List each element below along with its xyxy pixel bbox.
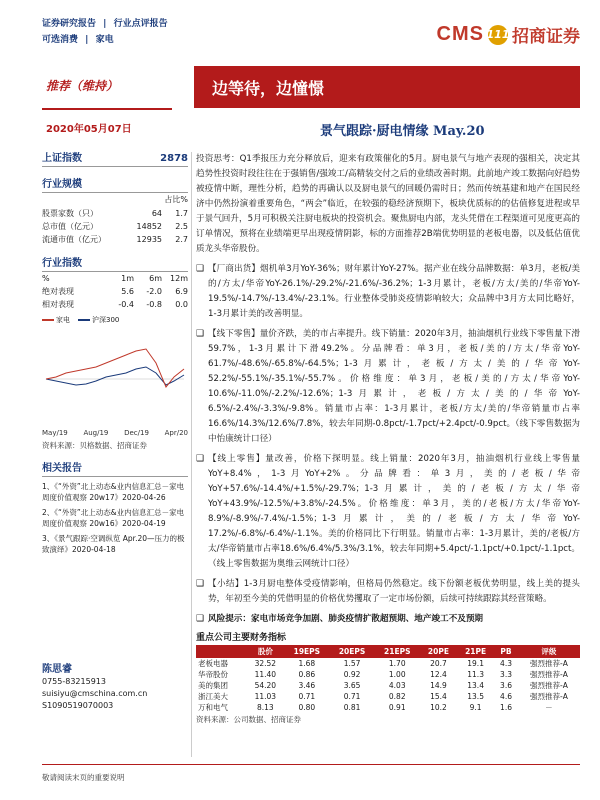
table-cell: 11.3 [467,670,484,679]
table-cell: 4.6 [500,692,512,701]
table-cell: 强烈推荐-A [530,670,568,679]
table-body [196,658,580,713]
index-row [42,152,188,167]
related-report-1[interactable]: 1、《“外资”北上动态&业内信息汇总－家电周度价值观察 20w17》2020-04-26 [42,482,185,502]
sidebar [42,152,188,555]
headline: 边等待，边憧憬 [212,79,325,98]
table-cell: 1.68 [298,659,316,668]
legend-item-sector: 家电 [42,315,70,325]
table-cell: 0.86 [298,670,316,679]
table-cell: 3.65 [343,681,361,690]
table-cell: － [545,703,553,712]
table-cell: 1.00 [388,670,406,679]
table-cell: 11.40 [254,670,277,679]
perf-table [42,272,188,311]
table-header-cell: 20EPS [329,645,374,658]
investment-thesis: 投资思考：Q1季报压力充分释放后，迎来有政策催化的5月。厨电景气与地产表现的强相关，决定其趋势性投资时段往往在于强销售/强竣工/高精装交付之后的业绩改善时期。此前地产竣工数据向好趋势被疫情中断，理性分析，趋势的再确认以及厨电景气的回暖仍需时日；然而传统基建和地产在国民经济中仍然扮演着重要角色，“两会”临近，在较强的稳经济预期下，板块优质标的的估值修复进程或早于景气回升，5月可积极关注厨电板块的投资机会。聚焦厨电内部，龙头凭借在工程渠道可见度更高的订单情况，预将在业绩端更早出现疫情阴影，标的方面推荐2B端优势明显的老板电器，以及低估值优质龙头华帝股份。 [196,154,580,254]
table-cell: 32.52 [254,659,277,668]
table-header-cell: 21EPS [375,645,420,658]
table-cell: 8.13 [256,703,274,712]
column-divider [191,152,192,757]
table-cell: 万和电气 [198,703,228,712]
table-header-cell: 21PE [457,645,494,658]
table-cell: 强烈推荐-A [530,681,568,690]
scale-row: 流通市值（亿元） 12935 2.7 [42,235,188,244]
sector-line [42,32,118,45]
scale-title: 行业规模 [42,175,188,193]
bullet-risk: ❑ 风险提示：家电市场竞争加剧、肺炎疫情扩散超预期、地产竣工不及预期 [196,614,484,624]
index-value: 2878 [160,153,188,164]
table-cell: 1.6 [500,703,512,712]
table-cell: 20.7 [430,659,447,668]
table-row [196,691,580,702]
table-cell: 13.5 [467,692,484,701]
series-sector-line [46,349,184,387]
page-header [0,0,600,64]
analyst-email[interactable]: suisiyu@cmschina.com.cn [42,689,148,698]
table-cell: 0.71 [343,692,361,701]
table-cell: 9.1 [469,703,482,712]
related-report-3[interactable]: 3、《景气跟踪·空调纵览 Apr.20—压力的极致演绎》2020-04-18 [42,534,185,554]
table-cell: 13.4 [467,681,484,690]
headline-box [194,66,580,108]
performance-chart [42,329,188,429]
table-header-cell: PB [494,645,518,658]
table-cell: 0.71 [298,692,316,701]
table-cell: 54.20 [254,681,277,690]
table-header-cell: 评级 [518,645,580,658]
table-cell: 强烈推荐-A [530,692,568,701]
table-row [196,702,580,713]
report-type-line [42,16,172,29]
table-source: 资料来源：公司数据、招商证券 [196,715,301,724]
table-cell: 4.3 [500,659,512,668]
table-cell: 强烈推荐-A [530,659,568,668]
perf-title: 行业指数 [42,254,188,272]
perf-row: 绝对表现 5.6 -2.0 6.9 [42,287,188,296]
footer-rule [42,764,580,765]
table-cell: 0.81 [343,703,361,712]
table-header-cell: 20PE [420,645,457,658]
report-title: 景气跟踪·厨电情缘 May.20 [320,124,485,139]
table-cell: 11.03 [254,692,277,701]
rating-box [42,66,172,110]
main-content [196,152,580,725]
footer-disclaimer: 敬请阅读末页的重要说明 [42,773,125,782]
logo-badge-icon: 111 [488,25,508,45]
separator: | [85,35,89,45]
table-cell: 12.4 [430,670,447,679]
chart-x-axis: May/19 Aug/19 Dec/19 Apr/20 [42,429,188,437]
table-cell: 19.1 [467,659,484,668]
chart-legend [42,315,188,325]
index-label: 上证指数 [42,153,82,164]
table-header-cell: 股价 [246,645,284,658]
rating: 推荐（维持） [46,79,119,93]
sub-sector: 家电 [95,35,114,45]
table-header-cell [196,645,246,658]
table-header-cell: 19EPS [284,645,329,658]
perf-header: % 1m 6m 12m [42,274,188,283]
scale-row: 股票家数（只） 64 1.7 [42,209,188,218]
table-cell: 10.2 [430,703,447,712]
table-cell: 3.3 [500,670,512,679]
table-cell: 0.82 [388,692,406,701]
related-report-2[interactable]: 2、《“外资”北上动态&业内信息汇总－家电周度价值观察 20w16》2020-04-19 [42,508,185,528]
table-cell: 美的集团 [198,681,228,690]
table-cell: 14.9 [430,681,447,690]
analyst-contact [42,664,147,712]
scale-header: 占比% [164,195,188,204]
scale-row: 总市值（亿元） 14852 2.5 [42,222,188,231]
perf-row: 相对表现 -0.4 -0.8 0.0 [42,300,188,309]
bullet-shipments: ❑ 【厂商出货】烟机单3月YoY-36%；财年累计YoY-27%。据产业在线分品牌数据：单3月，老板/美的/方太/华帝YoY-26.1%/-29.2%/-21.6%/-36.2%；1-3月累计，老板/方太/美的/华帝YoY-19.5%/-14.7%/-13.4%/-23.1%。行业整体受肺炎疫情影响较大；众品牌中3月方太同比略好，1-3月累计美的改善明显。 [196,264,580,319]
table-cell: 1.70 [388,659,406,668]
scale-table [42,207,188,246]
analyst-cert: S1090519070003 [42,701,114,710]
separator: | [103,19,107,29]
report-subtype: 行业点评报告 [113,19,168,29]
banner [42,66,580,108]
table-cell: 4.03 [388,681,406,690]
table-cell: 0.92 [343,670,361,679]
series-index-line [46,367,184,385]
table-cell: 0.91 [388,703,406,712]
table-row [196,658,580,669]
table-header-row [196,645,580,658]
financial-table [196,645,580,713]
table-cell: 1.57 [343,659,361,668]
table-cell: 老板电器 [198,659,228,668]
logo-cn: 招商证券 [512,27,580,47]
report-date: 2020年05月07日 [46,124,132,135]
table-cell: 15.4 [430,692,447,701]
table-row [196,680,580,691]
analyst-phone: 0755-83215913 [42,677,106,686]
bullet-offline: ❑ 【线下零售】量价齐跌，美的市占率提升。线下销量：2020年3月，抽油烟机行业线下零售量下滑59.7%，1-3月累计下滑49.2%。分品牌看：单3月，老板/美的/方太/华帝YoY-61.7%/-48.6%/-65.8%/-64.5%；1-3月累计，老板/方太/美的/华帝YoY-52.2%/-55.1%/-35.1%/-55.7%。价格维度：单3月，老板/美的/方太/华帝YoY-10.6%/-11.0%/-2.2%/-12.6%；1-3月累计，老板/方太/美的/华帝YoY-6.5%/-2.4%/-3.3%/-9.8%。销量市占率：1-3月累计，老板/方太/美的/华帝销量市占率16.6%/14.3%/12.6%/7.8%，较去年同期-0.8pct/-1.7pct/+2.4pct/-0.9pct。（线下零售数据为中怡康统计口径） [196,329,580,444]
table-cell: 华帝股份 [198,670,228,679]
table-title: 重点公司主要财务指标 [196,633,287,643]
bullet-summary: ❑ 【小结】1-3月厨电整体受疫情影响，但格局仍然稳定。线下份额老板优势明显，线上美的提头势，年初至今美的凭借明显的价格优势攫取了一定市场份额，后续可持续跟踪其经营策略。 [196,579,580,604]
chart-source: 资料来源：贝格数据、招商证券 [42,441,147,450]
bullet-online: ❑ 【线上零售】量改善，价格下探明显。线上销量：2020年3月，抽油烟机行业线上零售量YoY+8.4%，1-3月YoY+2%。分品牌看：单3月，美的/老板/华帝YoY+57.6%/-14.4%/+1.5%/-29.7%；1-3月累计，美的/老板/方太/华帝YoY+43.9%/-12.5%/+3.8%/-24.5%。价格维度：单3月，美的/老板/方太/华帝YoY-8.9%/-8.9%/-7.4%/-1.5%；1-3月累计，美的/老板/方太/华帝YoY-17.2%/-6.8%/-6.4%/-1.1%。美的价格同比下行明显。销量市占率：1-3月累计，美的/老板/方太/华帝销量市占率18.6%/6.4%/5.3%/3.1%，较去年同期+5.4pct/-1.1pct/+0.1pct/-1.1pct。（线上零售数据为奥维云网统计口径） [196,454,580,569]
table-row [196,669,580,680]
table-cell: 3.6 [500,681,512,690]
analyst-name: 陈思睿 [42,664,72,675]
related-title: 相关报告 [42,459,188,477]
table-cell: 0.80 [298,703,316,712]
chart-svg [42,329,188,429]
cms-logo [437,22,580,47]
logo-text: CMS [436,23,484,45]
table-cell: 3.46 [298,681,316,690]
sector: 可选消费 [42,35,79,45]
report-type: 证券研究报告 [42,19,97,29]
legend-item-index: 沪深300 [78,315,119,325]
table-cell: 浙江美大 [198,692,228,701]
